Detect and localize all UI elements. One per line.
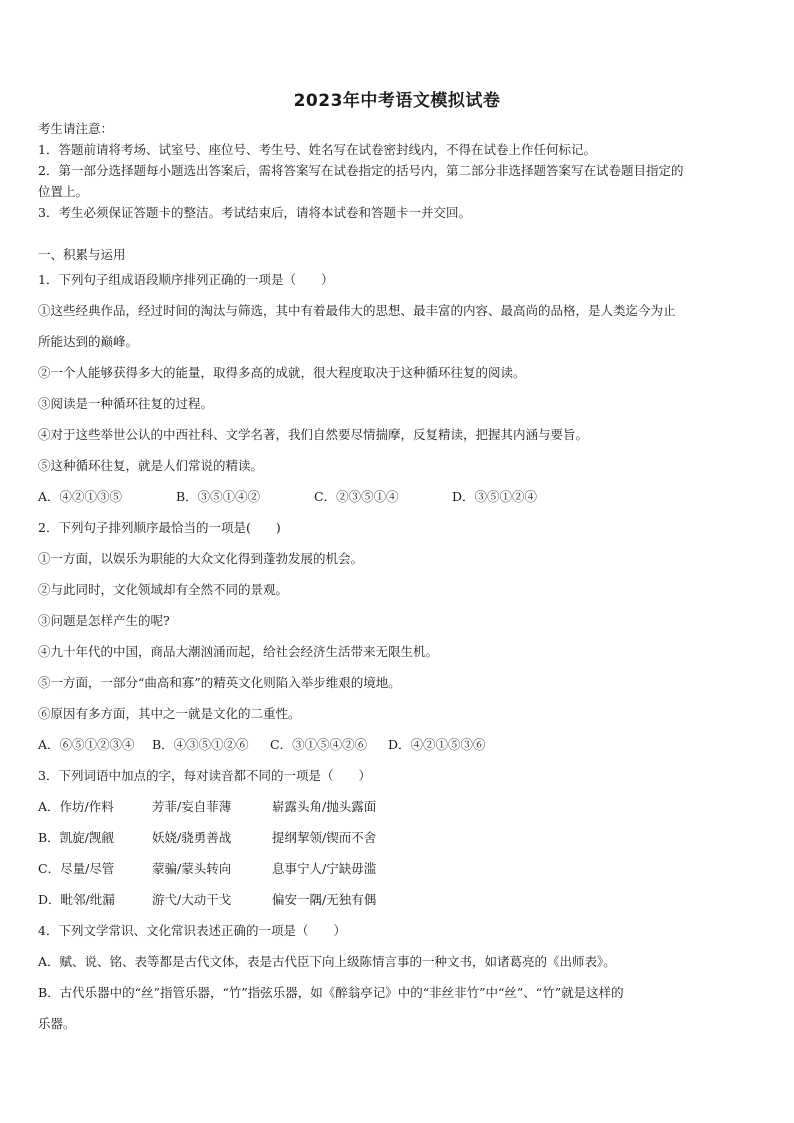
q2-option-b[interactable]: B．④③⑤①②⑥ (152, 737, 249, 752)
notice-item-2-cont: 位置上。 (38, 184, 89, 199)
q3-d-word-2: 游弋/大动干戈 (152, 892, 232, 907)
q2-option-d[interactable]: D．④②①⑤③⑥ (388, 737, 486, 752)
q3-option-b[interactable] (38, 830, 376, 846)
q1-options (38, 489, 537, 505)
notice-heading: 考生请注意： (38, 121, 114, 136)
page-title: 2023年中考语文模拟试卷 (293, 91, 501, 111)
q2-sentence-2: ②与此同时，文化领域却有全然不同的景观。 (38, 582, 289, 597)
q3-a-word-1: A．作坊/作料 (38, 799, 114, 814)
q1-sentence-5: ⑤这种循环往复，就是人们常说的精读。 (38, 458, 264, 473)
notice-item-3: 3．考生必须保证答题卡的整洁。考试结束后，请将本试卷和答题卡一并交回。 (38, 205, 471, 220)
q1-sentence-4: ④对于这些举世公认的中西社科、文学名著，我们自然要尽情揣摩，反复精读，把握其内涵与要旨。 (38, 427, 589, 442)
q3-d-word-3: 偏安一隅/无独有偶 (272, 892, 377, 907)
q1-option-c[interactable]: C．②③⑤①④ (314, 489, 399, 504)
q1-sentence-1: ①这些经典作品，经过时间的淘汰与筛选，其中有着最伟大的思想、最丰富的内容、最高尚的品格，是人类迄今为止 (38, 303, 676, 318)
q3-option-d[interactable] (38, 892, 376, 908)
q3-b-word-3: 提纲挈领/锲而不舍 (272, 830, 377, 845)
q3-option-a[interactable] (38, 799, 376, 815)
q1-sentence-3: ③阅读是一种循环往复的过程。 (38, 396, 214, 411)
q3-stem: 3．下列词语中加点的字，每对读音都不同的一项是（ ） (38, 768, 371, 783)
q4-stem: 4．下列文学常识、文化常识表述正确的一项是（ ） (38, 923, 346, 938)
q2-sentence-1: ①一方面，以娱乐为职能的大众文化得到蓬勃发展的机会。 (38, 551, 364, 566)
q1-option-d[interactable]: D．③⑤①②④ (452, 489, 538, 504)
q2-option-a[interactable]: A．⑥⑤①②③④ (38, 737, 135, 752)
q3-option-c[interactable] (38, 861, 376, 877)
q1-option-a[interactable]: A．④②①③⑤ (38, 489, 123, 504)
q4-option-b[interactable]: B．古代乐器中的“丝”指管乐器，“竹”指弦乐器，如《醉翁亭记》中的“非丝非竹”中“丝”、“竹”就是这样的 (38, 985, 624, 1000)
q2-sentence-4: ④九十年代的中国，商品大潮汹涌而起，给社会经济生活带来无限生机。 (38, 644, 439, 659)
q1-stem: 1．下列句子组成语段顺序排列正确的一项是（ ） (38, 272, 334, 287)
q2-sentence-6: ⑥原因有多方面，其中之一就是文化的二重性。 (38, 706, 301, 721)
q3-c-word-1: C．尽量/尽管 (38, 861, 115, 876)
q3-c-word-2: 蒙骗/蒙头转向 (152, 861, 232, 876)
q3-b-word-2: 妖娆/骁勇善战 (152, 830, 232, 845)
q2-sentence-5: ⑤一方面，一部分“曲高和寡”的精英文化则陷入举步维艰的境地。 (38, 675, 401, 690)
q1-sentence-1-cont: 所能达到的巅峰。 (38, 334, 139, 349)
q2-options (38, 737, 486, 753)
q4-option-b-cont: 乐器。 (38, 1016, 76, 1031)
q1-sentence-2: ②一个人能够获得多大的能量，取得多高的成就，很大程度取决于这种循环往复的阅读。 (38, 365, 526, 380)
q2-stem: 2．下列句子排列顺序最恰当的一项是( ) (38, 520, 281, 535)
section-heading: 一、积累与运用 (38, 247, 126, 262)
q2-option-c[interactable]: C．③①⑤④②⑥ (270, 737, 368, 752)
q3-d-word-1: D．毗邻/纰漏 (38, 892, 115, 907)
q4-option-a[interactable]: A．赋、说、铭、表等都是古代文体，表是古代臣下向上级陈情言事的一种文书，如诸葛亮的《出师表》。 (38, 954, 616, 969)
q3-c-word-3: 息事宁人/宁缺毋滥 (272, 861, 377, 876)
q3-b-word-1: B．凯旋/觊觎 (38, 830, 114, 845)
notice-item-1: 1．答题前请将考场、试室号、座位号、考生号、姓名写在试卷密封线内，不得在试卷上作任何标记。 (38, 142, 596, 157)
q3-a-word-3: 崭露头角/抛头露面 (272, 799, 377, 814)
q1-option-b[interactable]: B．③⑤①④② (176, 489, 261, 504)
q2-sentence-3: ③问题是怎样产生的呢? (38, 613, 170, 628)
q3-a-word-2: 芳菲/妄自菲薄 (152, 799, 232, 814)
notice-item-2: 2．第一部分选择题每小题选出答案后，需将答案写在试卷指定的括号内，第二部分非选择题答案写在试卷题目指定的 (38, 163, 684, 178)
